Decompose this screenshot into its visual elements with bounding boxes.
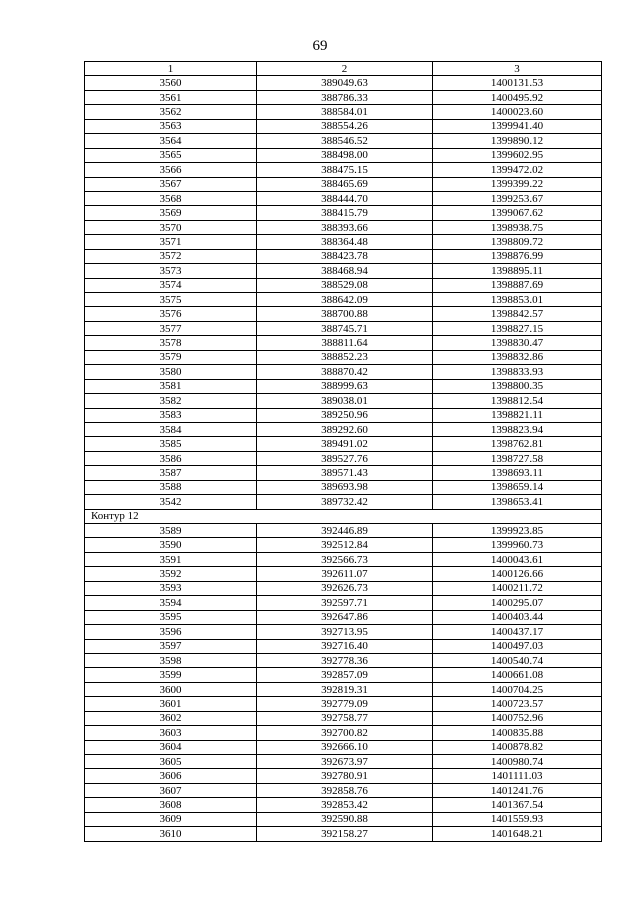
table-row xyxy=(85,740,602,754)
point-number-cell: 3566 xyxy=(85,163,257,177)
y-coordinate-cell: 1400661.08 xyxy=(433,668,602,682)
point-number-cell: 3565 xyxy=(85,148,257,162)
table-row xyxy=(85,625,602,639)
point-number-cell: 3589 xyxy=(85,524,257,538)
x-coordinate-cell: 392780.91 xyxy=(257,769,433,783)
table-row xyxy=(85,827,602,841)
table-row xyxy=(85,451,602,465)
y-coordinate-cell: 1398693.11 xyxy=(433,466,602,480)
column-header: 1 xyxy=(85,62,257,76)
y-coordinate-cell: 1398653.41 xyxy=(433,495,602,509)
table-row xyxy=(85,755,602,769)
table-row xyxy=(85,148,602,162)
y-coordinate-cell: 1398827.15 xyxy=(433,321,602,335)
x-coordinate-cell: 388700.88 xyxy=(257,307,433,321)
x-coordinate-cell: 392512.84 xyxy=(257,538,433,552)
y-coordinate-cell: 1401648.21 xyxy=(433,827,602,841)
table-row xyxy=(85,437,602,451)
y-coordinate-cell: 1400704.25 xyxy=(433,682,602,696)
y-coordinate-cell: 1399960.73 xyxy=(433,538,602,552)
y-coordinate-cell: 1398887.69 xyxy=(433,278,602,292)
y-coordinate-cell: 1400878.82 xyxy=(433,740,602,754)
y-coordinate-cell: 1398762.81 xyxy=(433,437,602,451)
x-coordinate-cell: 388786.33 xyxy=(257,90,433,104)
table-row xyxy=(85,307,602,321)
y-coordinate-cell: 1398833.93 xyxy=(433,365,602,379)
x-coordinate-cell: 388870.42 xyxy=(257,365,433,379)
point-number-cell: 3597 xyxy=(85,639,257,653)
x-coordinate-cell: 392713.95 xyxy=(257,625,433,639)
table-row xyxy=(85,668,602,682)
y-coordinate-cell: 1398842.57 xyxy=(433,307,602,321)
point-number-cell: 3564 xyxy=(85,134,257,148)
point-number-cell: 3571 xyxy=(85,235,257,249)
point-number-cell: 3583 xyxy=(85,408,257,422)
table-row xyxy=(85,422,602,436)
table-row xyxy=(85,235,602,249)
table-row xyxy=(85,524,602,538)
table-row xyxy=(85,105,602,119)
point-number-cell: 3579 xyxy=(85,350,257,364)
x-coordinate-cell: 388444.70 xyxy=(257,191,433,205)
point-number-cell: 3606 xyxy=(85,769,257,783)
y-coordinate-cell: 1399399.22 xyxy=(433,177,602,191)
table-row xyxy=(85,293,602,307)
y-coordinate-cell: 1400437.17 xyxy=(433,625,602,639)
point-number-cell: 3595 xyxy=(85,610,257,624)
point-number-cell: 3578 xyxy=(85,336,257,350)
point-number-cell: 3580 xyxy=(85,365,257,379)
point-number-cell: 3593 xyxy=(85,581,257,595)
y-coordinate-cell: 1399602.95 xyxy=(433,148,602,162)
x-coordinate-cell: 392446.89 xyxy=(257,524,433,538)
x-coordinate-cell: 388475.15 xyxy=(257,163,433,177)
y-coordinate-cell: 1399941.40 xyxy=(433,119,602,133)
point-number-cell: 3569 xyxy=(85,206,257,220)
x-coordinate-cell: 392716.40 xyxy=(257,639,433,653)
table-row xyxy=(85,163,602,177)
y-coordinate-cell: 1400211.72 xyxy=(433,581,602,595)
y-coordinate-cell: 1400497.03 xyxy=(433,639,602,653)
point-number-cell: 3602 xyxy=(85,711,257,725)
point-number-cell: 3582 xyxy=(85,394,257,408)
table-row xyxy=(85,350,602,364)
point-number-cell: 3567 xyxy=(85,177,257,191)
point-number-cell: 3584 xyxy=(85,422,257,436)
y-coordinate-cell: 1400023.60 xyxy=(433,105,602,119)
table-row xyxy=(85,336,602,350)
point-number-cell: 3591 xyxy=(85,552,257,566)
table-row xyxy=(85,697,602,711)
table-header-row xyxy=(85,62,602,76)
x-coordinate-cell: 388811.64 xyxy=(257,336,433,350)
y-coordinate-cell: 1400495.92 xyxy=(433,90,602,104)
table-row xyxy=(85,206,602,220)
table-row xyxy=(85,480,602,494)
table-row xyxy=(85,119,602,133)
x-coordinate-cell: 392857.09 xyxy=(257,668,433,682)
table-row xyxy=(85,264,602,278)
table-row xyxy=(85,552,602,566)
x-coordinate-cell: 388468.94 xyxy=(257,264,433,278)
column-header: 3 xyxy=(433,62,602,76)
table-row xyxy=(85,812,602,826)
x-coordinate-cell: 392566.73 xyxy=(257,552,433,566)
point-number-cell: 3560 xyxy=(85,76,257,90)
x-coordinate-cell: 389038.01 xyxy=(257,394,433,408)
point-number-cell: 3592 xyxy=(85,567,257,581)
section-label: Контур 12 xyxy=(85,509,602,523)
y-coordinate-cell: 1398938.75 xyxy=(433,220,602,234)
x-coordinate-cell: 388415.79 xyxy=(257,206,433,220)
y-coordinate-cell: 1398853.01 xyxy=(433,293,602,307)
table-row xyxy=(85,90,602,104)
y-coordinate-cell: 1398830.47 xyxy=(433,336,602,350)
table-row xyxy=(85,394,602,408)
table-row xyxy=(85,682,602,696)
point-number-cell: 3605 xyxy=(85,755,257,769)
table-row xyxy=(85,321,602,335)
y-coordinate-cell: 1400540.74 xyxy=(433,653,602,667)
y-coordinate-cell: 1398823.94 xyxy=(433,422,602,436)
y-coordinate-cell: 1399890.12 xyxy=(433,134,602,148)
y-coordinate-cell: 1401241.76 xyxy=(433,783,602,797)
x-coordinate-cell: 392590.88 xyxy=(257,812,433,826)
x-coordinate-cell: 392779.09 xyxy=(257,697,433,711)
x-coordinate-cell: 392700.82 xyxy=(257,726,433,740)
y-coordinate-cell: 1398876.99 xyxy=(433,249,602,263)
y-coordinate-cell: 1399253.67 xyxy=(433,191,602,205)
y-coordinate-cell: 1399067.62 xyxy=(433,206,602,220)
x-coordinate-cell: 392858.76 xyxy=(257,783,433,797)
point-number-cell: 3575 xyxy=(85,293,257,307)
y-coordinate-cell: 1400295.07 xyxy=(433,596,602,610)
x-coordinate-cell: 389292.60 xyxy=(257,422,433,436)
point-number-cell: 3607 xyxy=(85,783,257,797)
table-row xyxy=(85,177,602,191)
point-number-cell: 3594 xyxy=(85,596,257,610)
x-coordinate-cell: 389571.43 xyxy=(257,466,433,480)
table-row xyxy=(85,191,602,205)
point-number-cell: 3586 xyxy=(85,451,257,465)
x-coordinate-cell: 392819.31 xyxy=(257,682,433,696)
y-coordinate-cell: 1398895.11 xyxy=(433,264,602,278)
y-coordinate-cell: 1398727.58 xyxy=(433,451,602,465)
x-coordinate-cell: 388642.09 xyxy=(257,293,433,307)
table-row xyxy=(85,653,602,667)
x-coordinate-cell: 388465.69 xyxy=(257,177,433,191)
point-number-cell: 3599 xyxy=(85,668,257,682)
x-coordinate-cell: 388423.78 xyxy=(257,249,433,263)
table-row xyxy=(85,538,602,552)
y-coordinate-cell: 1399472.02 xyxy=(433,163,602,177)
table-row xyxy=(85,798,602,812)
x-coordinate-cell: 388364.48 xyxy=(257,235,433,249)
table-row xyxy=(85,278,602,292)
table-row xyxy=(85,220,602,234)
table-row xyxy=(85,726,602,740)
x-coordinate-cell: 388999.63 xyxy=(257,379,433,393)
table-row xyxy=(85,596,602,610)
y-coordinate-cell: 1398812.54 xyxy=(433,394,602,408)
coordinates-table xyxy=(84,61,602,842)
x-coordinate-cell: 388498.00 xyxy=(257,148,433,162)
x-coordinate-cell: 388584.01 xyxy=(257,105,433,119)
y-coordinate-cell: 1400043.61 xyxy=(433,552,602,566)
point-number-cell: 3610 xyxy=(85,827,257,841)
point-number-cell: 3581 xyxy=(85,379,257,393)
x-coordinate-cell: 392626.73 xyxy=(257,581,433,595)
point-number-cell: 3608 xyxy=(85,798,257,812)
point-number-cell: 3573 xyxy=(85,264,257,278)
y-coordinate-cell: 1400403.44 xyxy=(433,610,602,624)
point-number-cell: 3561 xyxy=(85,90,257,104)
y-coordinate-cell: 1398800.35 xyxy=(433,379,602,393)
x-coordinate-cell: 389527.76 xyxy=(257,451,433,465)
x-coordinate-cell: 389491.02 xyxy=(257,437,433,451)
x-coordinate-cell: 388393.66 xyxy=(257,220,433,234)
y-coordinate-cell: 1398659.14 xyxy=(433,480,602,494)
x-coordinate-cell: 389693.98 xyxy=(257,480,433,494)
table-row xyxy=(85,769,602,783)
y-coordinate-cell: 1401559.93 xyxy=(433,812,602,826)
table-row xyxy=(85,134,602,148)
table-row xyxy=(85,76,602,90)
point-number-cell: 3562 xyxy=(85,105,257,119)
y-coordinate-cell: 1398832.86 xyxy=(433,350,602,364)
y-coordinate-cell: 1400752.96 xyxy=(433,711,602,725)
point-number-cell: 3574 xyxy=(85,278,257,292)
y-coordinate-cell: 1400131.53 xyxy=(433,76,602,90)
x-coordinate-cell: 392673.97 xyxy=(257,755,433,769)
point-number-cell: 3590 xyxy=(85,538,257,552)
point-number-cell: 3600 xyxy=(85,682,257,696)
x-coordinate-cell: 392778.36 xyxy=(257,653,433,667)
point-number-cell: 3596 xyxy=(85,625,257,639)
table-row xyxy=(85,783,602,797)
y-coordinate-cell: 1400126.66 xyxy=(433,567,602,581)
y-coordinate-cell: 1398809.72 xyxy=(433,235,602,249)
y-coordinate-cell: 1398821.11 xyxy=(433,408,602,422)
page-number: 69 xyxy=(312,38,328,54)
table-row xyxy=(85,249,602,263)
section-row xyxy=(85,509,602,523)
y-coordinate-cell: 1401111.03 xyxy=(433,769,602,783)
point-number-cell: 3577 xyxy=(85,321,257,335)
table-row xyxy=(85,379,602,393)
x-coordinate-cell: 389049.63 xyxy=(257,76,433,90)
x-coordinate-cell: 392611.07 xyxy=(257,567,433,581)
point-number-cell: 3598 xyxy=(85,653,257,667)
table-row xyxy=(85,639,602,653)
point-number-cell: 3601 xyxy=(85,697,257,711)
column-header: 2 xyxy=(257,62,433,76)
table-row xyxy=(85,408,602,422)
x-coordinate-cell: 388546.52 xyxy=(257,134,433,148)
y-coordinate-cell: 1401367.54 xyxy=(433,798,602,812)
y-coordinate-cell: 1399923.85 xyxy=(433,524,602,538)
point-number-cell: 3588 xyxy=(85,480,257,494)
table-body xyxy=(85,76,602,841)
x-coordinate-cell: 388852.23 xyxy=(257,350,433,364)
point-number-cell: 3572 xyxy=(85,249,257,263)
y-coordinate-cell: 1400980.74 xyxy=(433,755,602,769)
table-row xyxy=(85,581,602,595)
x-coordinate-cell: 392597.71 xyxy=(257,596,433,610)
point-number-cell: 3603 xyxy=(85,726,257,740)
point-number-cell: 3587 xyxy=(85,466,257,480)
x-coordinate-cell: 389250.96 xyxy=(257,408,433,422)
x-coordinate-cell: 392666.10 xyxy=(257,740,433,754)
point-number-cell: 3542 xyxy=(85,495,257,509)
point-number-cell: 3576 xyxy=(85,307,257,321)
point-number-cell: 3563 xyxy=(85,119,257,133)
table-row xyxy=(85,610,602,624)
x-coordinate-cell: 392758.77 xyxy=(257,711,433,725)
point-number-cell: 3570 xyxy=(85,220,257,234)
x-coordinate-cell: 392647.86 xyxy=(257,610,433,624)
table-row xyxy=(85,365,602,379)
x-coordinate-cell: 389732.42 xyxy=(257,495,433,509)
x-coordinate-cell: 388529.08 xyxy=(257,278,433,292)
table-row xyxy=(85,466,602,480)
point-number-cell: 3585 xyxy=(85,437,257,451)
y-coordinate-cell: 1400835.88 xyxy=(433,726,602,740)
table-row xyxy=(85,495,602,509)
table-row xyxy=(85,567,602,581)
point-number-cell: 3568 xyxy=(85,191,257,205)
point-number-cell: 3609 xyxy=(85,812,257,826)
x-coordinate-cell: 388554.26 xyxy=(257,119,433,133)
point-number-cell: 3604 xyxy=(85,740,257,754)
y-coordinate-cell: 1400723.57 xyxy=(433,697,602,711)
x-coordinate-cell: 388745.71 xyxy=(257,321,433,335)
x-coordinate-cell: 392158.27 xyxy=(257,827,433,841)
x-coordinate-cell: 392853.42 xyxy=(257,798,433,812)
table-row xyxy=(85,711,602,725)
